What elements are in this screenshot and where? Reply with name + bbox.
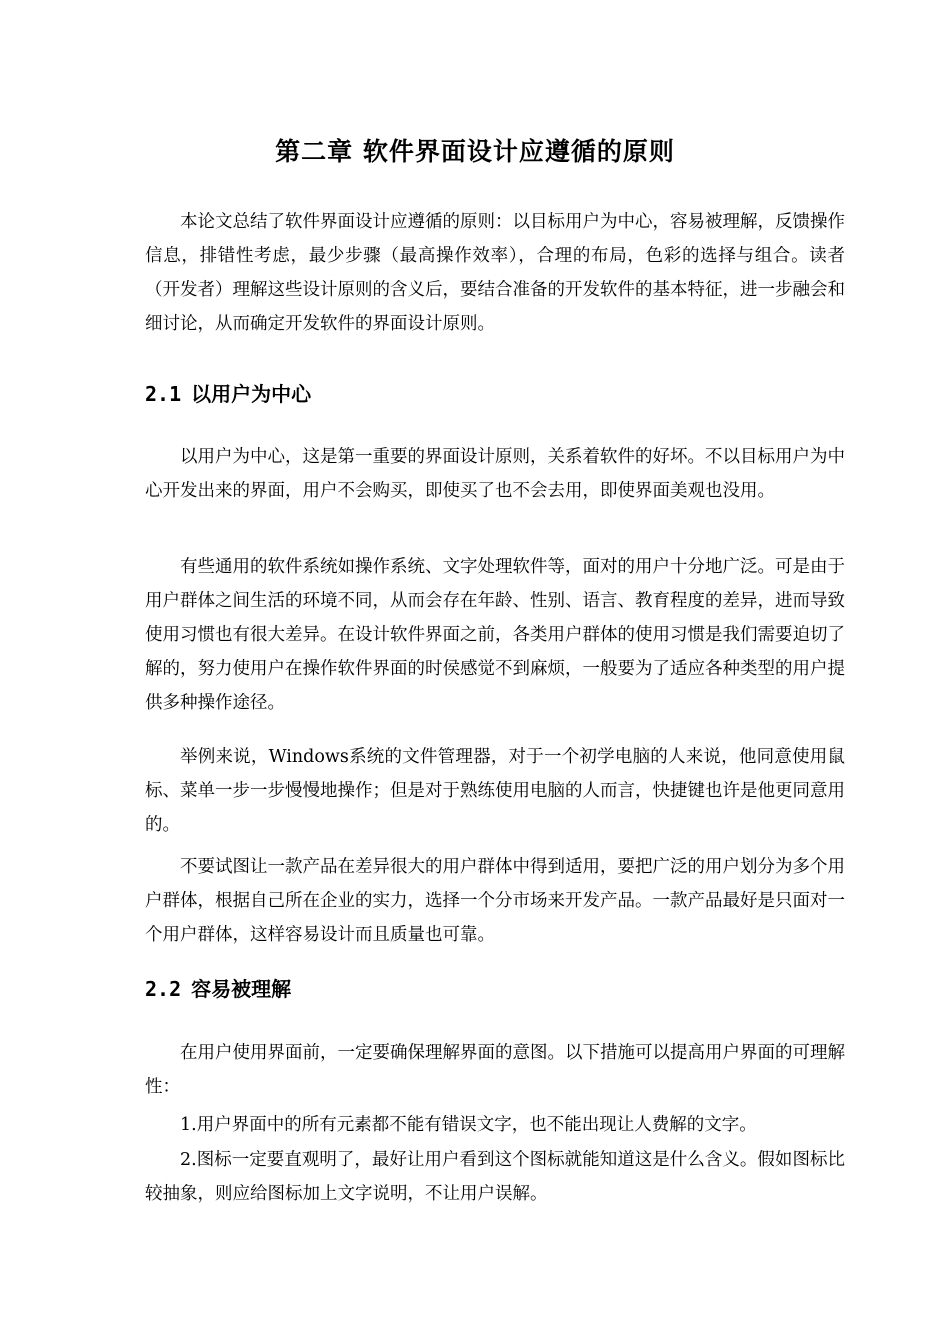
section-heading-2-2 [145, 973, 845, 1005]
section-title: 以用户为中心 [191, 382, 312, 406]
paragraph: 以用户为中心，这是第一重要的界面设计原则，关系着软件的好坏。不以目标用户为中心开发出来的界面，用户不会购买，即使买了也不会去用，即使界面美观也没用。 [145, 447, 845, 501]
paragraph: 不要试图让一款产品在差异很大的用户群体中得到适用，要把广泛的用户划分为多个用户群体，根据自己所在企业的实力，选择一个分市场来开发产品。一款产品最好是只面对一个用户群体，这样容易设计而且质量也可靠。 [145, 857, 845, 945]
section-number: 2.2 [145, 977, 182, 1001]
chapter-title: 第二章 软件界面设计应遵循的原则 [275, 137, 675, 166]
paragraph: 在用户使用界面前，一定要确保理解界面的意图。以下措施可以提高用户界面的可理解性： [145, 1043, 845, 1097]
list-item: 2.图标一定要直观明了，最好让用户看到这个图标就能知道这是什么含义。假如图标比较抽象，则应给图标加上文字说明，不让用户误解。 [145, 1150, 845, 1204]
section-title: 容易被理解 [191, 977, 292, 1001]
paragraph: 有些通用的软件系统如操作系统、文字处理软件等，面对的用户十分地广泛。可是由于用户群体之间生活的环境不同，从而会存在年龄、性别、语言、教育程度的差异，进而导致使用习惯也有很大差异。在设计软件界面之前，各类用户群体的使用习惯是我们需要迫切了解的，努力使用户在操作软件界面的时侯感觉不到麻烦，一般要为了适应各种类型的用户提供多种操作途径。 [145, 557, 845, 713]
paragraph: 举例来说，Windows系统的文件管理器，对于一个初学电脑的人来说，他同意使用鼠标、菜单一步一步慢慢地操作；但是对于熟练使用电脑的人而言，快捷键也许是他更同意用的。 [145, 747, 845, 835]
intro-paragraph: 本论文总结了软件界面设计应遵循的原则：以目标用户为中心，容易被理解，反馈操作信息，排错性考虑，最少步骤（最高操作效率），合理的布局，色彩的选择与组合。读者（开发者）理解这些设计原则的含义后，要结合准备的开发软件的基本特征，进一步融会和细讨论，从而确定开发软件的界面设计原则。 [145, 212, 845, 334]
list-item: 1.用户界面中的所有元素都不能有错误文字，也不能出现让人费解的文字。 [180, 1115, 757, 1135]
section-number: 2.1 [145, 382, 182, 406]
section-heading-2-1 [145, 378, 845, 410]
